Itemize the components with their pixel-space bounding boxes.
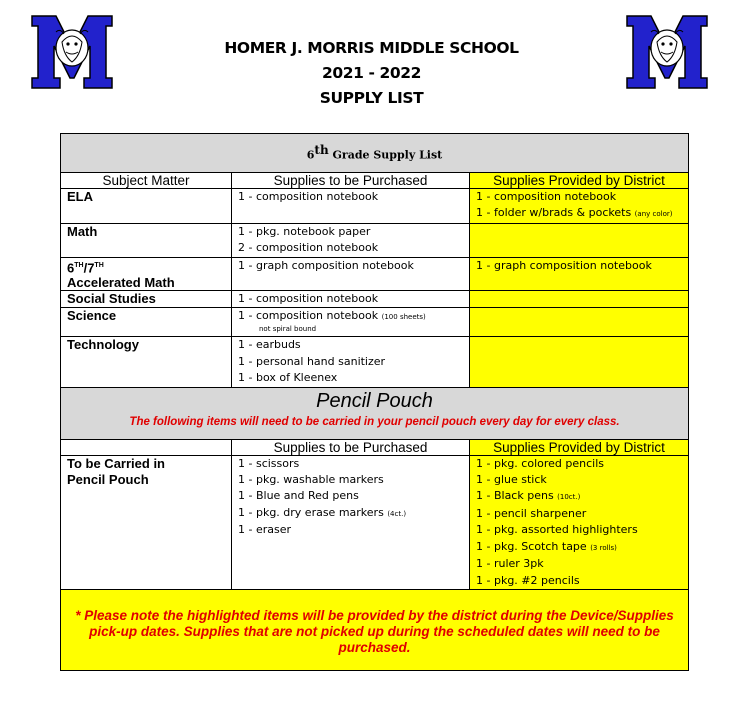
- column-header-subject: Subject Matter: [61, 173, 232, 189]
- subject-pencil-pouch: To be Carried in Pencil Pouch: [61, 455, 232, 589]
- list-item: 1 - eraser: [238, 523, 292, 537]
- subject-science: Science: [61, 308, 232, 337]
- subject-accelerated-math: 6TH/7TH Accelerated Math: [61, 257, 232, 290]
- purchased-cell: [232, 257, 470, 290]
- pencil-pouch-subtitle: The following items will need to be carried in your pencil pouch every day for every class.: [129, 415, 620, 428]
- table-row: [61, 455, 689, 589]
- list-item: 1 - graph composition notebook: [476, 258, 652, 272]
- column-header-provided: Supplies Provided by District: [470, 439, 689, 455]
- provided-cell: [470, 189, 689, 224]
- table-row: [61, 257, 689, 290]
- column-header-purchased: Supplies to be Purchased: [232, 173, 470, 189]
- column-header-blank: [61, 439, 232, 455]
- list-item: 1 - ruler 3pk: [476, 557, 544, 571]
- footer-note: * Please note the highlighted items will be provided by the district during the Device/Supplies pick-up dates. Supplies that are not picked up during the scheduled dates will need to be purchased.: [61, 589, 689, 670]
- list-item: 1 - Blue and Red pens: [238, 489, 359, 503]
- subject-technology: Technology: [61, 337, 232, 387]
- purchased-cell: [232, 337, 470, 387]
- purchased-cell: [232, 455, 470, 589]
- column-header-purchased: Supplies to be Purchased: [232, 439, 470, 455]
- table-row: [61, 189, 689, 224]
- list-item: 1 - composition notebook: [238, 190, 379, 203]
- purchased-cell: [232, 189, 470, 224]
- list-item: 2 - composition notebook: [238, 241, 379, 255]
- table-row: [61, 223, 689, 257]
- list-item: 1 - composition notebook: [476, 190, 617, 203]
- table-row: [61, 308, 689, 337]
- list-item: 1 - composition notebook (100 sheets): [238, 309, 426, 323]
- list-item-note: not spiral bound: [259, 324, 317, 333]
- list-item: 1 - scissors: [238, 456, 300, 470]
- provided-cell: [470, 257, 689, 290]
- pencil-pouch-banner: [61, 387, 689, 439]
- list-item: 1 - pkg. Scotch tape (3 rolls): [476, 539, 617, 553]
- subject-math: Math: [61, 223, 232, 257]
- subject-social-studies: Social Studies: [61, 290, 232, 308]
- pencil-pouch-title: Pencil Pouch: [316, 389, 433, 412]
- purchased-cell: [232, 223, 470, 257]
- list-item: 1 - pkg. #2 pencils: [476, 573, 580, 587]
- list-item: 1 - graph composition notebook: [238, 258, 414, 272]
- document-header: [0, 36, 743, 111]
- subject-ela: ELA: [61, 189, 232, 224]
- table-row: [61, 290, 689, 308]
- list-item: 1 - personal hand sanitizer: [238, 354, 386, 368]
- list-title: SUPPLY LIST: [319, 89, 424, 107]
- school-name: HOMER J. MORRIS MIDDLE SCHOOL: [224, 39, 519, 57]
- list-item: 1 - pkg. washable markers: [238, 473, 384, 487]
- list-item: 1 - composition notebook: [238, 291, 379, 305]
- column-header-row: [61, 439, 689, 455]
- grade-title: 6th Grade Supply List: [61, 134, 689, 173]
- school-year: 2021 - 2022: [321, 64, 422, 82]
- list-item: 1 - pencil sharpener: [476, 506, 587, 520]
- list-item: 1 - pkg. assorted highlighters: [476, 523, 638, 537]
- provided-cell: [470, 455, 689, 589]
- purchased-cell: [232, 290, 470, 308]
- list-item: 1 - earbuds: [238, 338, 301, 352]
- list-item: 1 - Black pens (10ct.): [476, 489, 581, 503]
- supply-table: [60, 133, 689, 671]
- provided-cell: [470, 308, 689, 337]
- provided-cell: [470, 223, 689, 257]
- column-header-row: [61, 173, 689, 189]
- provided-cell: [470, 337, 689, 387]
- list-item: 1 - pkg. notebook paper: [238, 224, 371, 238]
- list-item: 1 - pkg. dry erase markers (4ct.): [238, 505, 407, 519]
- list-item: 1 - glue stick: [476, 473, 547, 487]
- purchased-cell: [232, 308, 470, 337]
- list-item: 1 - pkg. colored pencils: [476, 456, 604, 470]
- column-header-provided: Supplies Provided by District: [470, 173, 689, 189]
- list-item: 1 - box of Kleenex: [238, 371, 338, 385]
- table-row: [61, 337, 689, 387]
- list-item: 1 - folder w/brads & pockets (any color): [476, 206, 673, 220]
- provided-cell: [470, 290, 689, 308]
